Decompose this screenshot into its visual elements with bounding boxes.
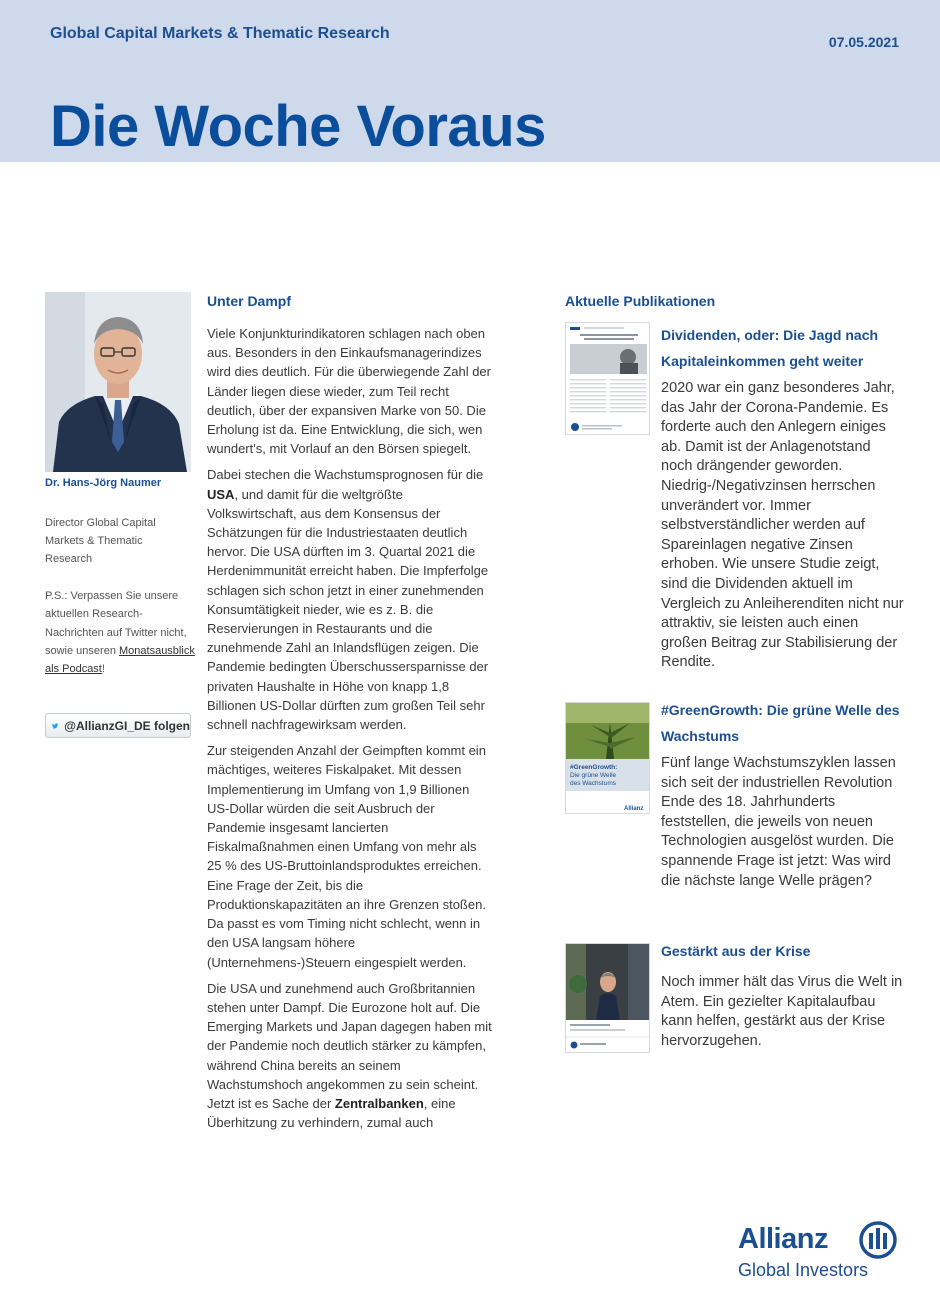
twitter-follow-button[interactable] (45, 713, 191, 738)
paragraph-text: Die USA und zunehmend auch Großbritannien stehen unter Dampf. Die Eurozone holt auf. Die Emerging Markets und Japan dagegen haben mit der Pandemie noch deutlich stärker zu kämpfen, während China bereits an seinem Wachstumshoch angekommen zu sein scheint. Jetzt ist es Sache der (207, 980, 492, 1111)
publication-title[interactable]: Gestärkt aus der Krise (661, 943, 811, 959)
svg-text:Die grüne Welle: Die grüne Welle (570, 772, 617, 779)
publication-thumbnail[interactable] (565, 702, 650, 814)
author-role: Director Global Capital Markets & Thematic Research (45, 517, 156, 565)
publication-thumbnail[interactable] (565, 322, 650, 435)
svg-text:des Wachstums: des Wachstums (570, 780, 616, 787)
allianz-eagle-icon (858, 1220, 898, 1260)
ps-text: P.S.: Verpassen Sie unsere aktuellen Research-Nachrichten auf Twitter nicht, sowie unseren (45, 590, 187, 657)
publication-summary: 2020 war ein ganz besonderes Jahr, das Jahr der Corona-Pandemie. Es forderte auch den Anlegern einiges ab. Damit ist der Anlagenotstand noch drängender geworden. Niedrig-/Negativzinsen herrschen unverändert vor. Immer selbstverständlicher werden auf Spareinlagen negative Zinsen erhoben. Wie unsere Studie zeigt, sind die Dividenden aktuell im Vergleich zu Anleiherenditen nicht nur attraktiv, sie leisten auch einen großen Beitrag zur Stabilisierung der Rendite. (661, 380, 904, 671)
podcast-link[interactable]: Monatsausblick als Podcast (45, 644, 195, 676)
publication-title[interactable]: Dividenden, oder: Die Jagd nach Kapitaleinkommen geht weiter (661, 327, 879, 369)
ps-end: ! (101, 663, 105, 676)
logo-subtitle: Global Investors (738, 1260, 869, 1280)
publication-title[interactable]: #GreenGrowth: Die grüne Welle des Wachstums (661, 702, 900, 744)
ps-note (45, 587, 195, 678)
highlight-usa[interactable]: USA (207, 486, 235, 502)
dividend-report-thumbnail (566, 323, 650, 435)
publication-thumbnail[interactable] (565, 943, 650, 1053)
page-title: Die Woche Voraus (50, 94, 546, 159)
article-paragraph (207, 979, 492, 1133)
department-label: Global Capital Markets & Thematic Research (50, 25, 390, 42)
paragraph-text: , und damit für die weltgrößte Volkswirtschaft, aus dem Konsensus der Schätzungen für die Industriestaaten deutlich hervor. Die USA dürften im 3. Quartal 2021 die Herdenimmunität erreicht haben. Die Impferfolge schlagen sich schon jetzt in einer zunehmenden Konsumtätigkeit nieder, wie es z. B. die Reservierungen in Restaurants und die zunehmende Zahl an Inlandsflügen zeigen. Die Pandemie bedingten Überschussersparnisse der privaten Haushalte in Höhe von knapp 1,8 Billionen US-Dollar dürften zum großen Teil sehr schnell nachfragewirksam werden. (207, 486, 489, 733)
article-paragraph: Viele Konjunkturindikatoren schlagen nach oben aus. Besonders in den Einkaufsmanagerindizes wird dies deutlich. Für die überwiegende Zahl der Länder liegen diese wieder, zum Teil recht deutlich, über der expansiven Marke von 50. Die Erholung ist da. Eine Entwicklung, die sich, wen wundert's, mit Vorlauf an den Börsen spiegelt. (207, 326, 491, 457)
publication-summary: Fünf lange Wachstumszyklen lassen sich seit der industriellen Revolution Ende des 18. Jahrhunderts feststellen, die jeweils von neuen Technologien ausgelöst wurden. Die spannende Frage ist jetzt: Was wird die nächste lange Welle prägen? (661, 755, 896, 889)
author-portrait-image (45, 292, 191, 472)
publications-heading: Aktuelle Publikationen (565, 293, 716, 309)
publication-summary: Noch immer hält das Virus die Welt in Atem. Ein gezielter Kapitalaufbau kann helfen, gestärkt aus der Krise hervorzugehen. (661, 974, 903, 1049)
paragraph-text: Dabei stechen die Wachstumsprognosen für die (207, 467, 484, 483)
article-paragraph (207, 465, 492, 734)
twitter-follow-label: @AllianzGI_DE folgen (64, 718, 190, 733)
article-heading: Unter Dampf (207, 293, 292, 309)
allianz-logo (738, 1218, 908, 1288)
highlight-zentralbanken[interactable]: Zentralbanken (334, 1095, 424, 1111)
page-header (0, 0, 940, 162)
twitter-bird-icon (52, 720, 58, 732)
article (207, 293, 492, 1132)
paragraph-text: , eine Überhitzung zu verhindern, zumal auch (207, 1095, 456, 1131)
publication-date: 07.05.2021 (828, 34, 899, 50)
video-thumbnail (566, 944, 650, 1053)
svg-text:Allianz: Allianz (624, 806, 644, 812)
logo-brand: Allianz (738, 1223, 828, 1255)
author-photo (45, 292, 191, 472)
article-paragraph: Zur steigenden Anzahl der Geimpften kommt ein mächtiges, weiteres Fiskalpaket. Mit dessen Implementierung im Umfang von 1,9 Billionen US-Dollar würden die seit Ausbruch der Pandemie insgesamt lancierten Fiskalmaßnahmen einen Umfang von mehr als 25 % des US-Bruttoinlandsproduktes erreichen. Eine Frage der Zeit, bis die Produktionskapazitäten an ihre Grenzen stoßen. Da passt es vom Timing nicht schlecht, wenn in den USA langsam höhere (Unternehmens-)Steuern eingespielt werden. (207, 743, 486, 970)
svg-text:#GreenGrowth:: #GreenGrowth: (570, 764, 618, 771)
greengrowth-report-thumbnail (566, 703, 650, 814)
author-name: Dr. Hans-Jörg Naumer (45, 477, 162, 489)
